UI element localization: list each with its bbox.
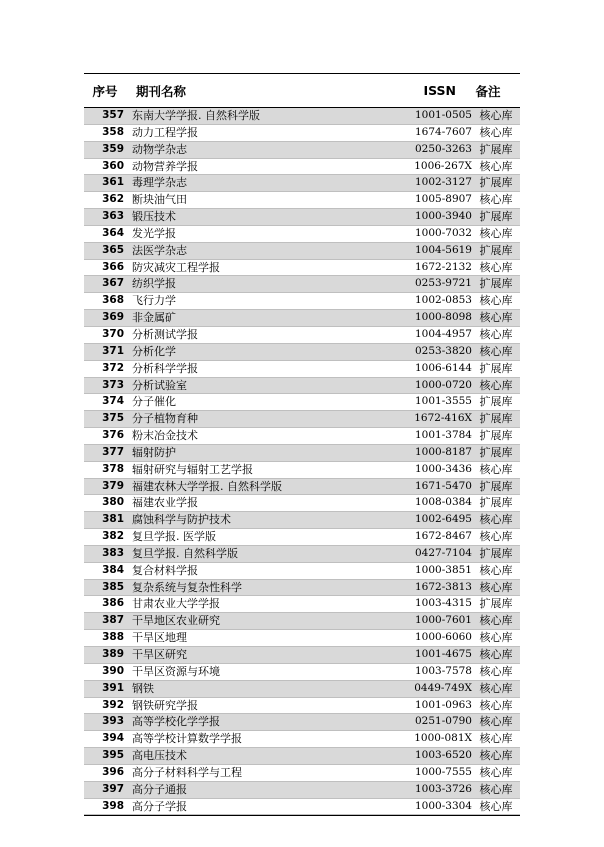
row-issn: 1001-3784: [415, 429, 472, 442]
table-row: [84, 411, 520, 428]
row-no: 368: [102, 294, 124, 307]
row-note: 扩展库: [479, 395, 513, 409]
row-name: 干旱地区农业研究: [132, 614, 220, 628]
table-row: [84, 192, 520, 209]
table-row: [84, 681, 520, 698]
row-no: 379: [102, 479, 124, 492]
row-issn: 1000-081X: [414, 732, 472, 745]
row-note: 扩展库: [479, 496, 513, 510]
row-no: 393: [102, 715, 124, 728]
row-name: 分析测试学报: [132, 327, 198, 341]
table-row: [84, 647, 520, 664]
bottom-rule: [84, 815, 520, 816]
row-issn: 0449-749X: [414, 681, 472, 694]
row-name: 福建农林大学学报. 自然科学版: [132, 479, 282, 493]
row-name: 分析科学学报: [132, 361, 198, 375]
row-note: 核心库: [479, 732, 513, 746]
row-name: 动物学杂志: [132, 142, 187, 156]
table-row: [84, 243, 520, 260]
row-no: 380: [102, 496, 124, 509]
header-name: 期刊名称: [136, 83, 187, 99]
row-note: 核心库: [479, 226, 513, 240]
row-no: 392: [102, 698, 124, 711]
row-name: 复合材料学报: [132, 563, 198, 577]
row-note: 核心库: [479, 344, 513, 358]
row-name: 分析试验室: [132, 378, 187, 392]
table-body: [84, 108, 520, 815]
table-row: [84, 479, 520, 496]
row-issn: 1006-6144: [415, 361, 472, 374]
table-row: [84, 226, 520, 243]
row-name: 动力工程学报: [132, 125, 198, 139]
table-row: [84, 142, 520, 159]
row-issn: 1000-3304: [415, 799, 472, 812]
row-issn: 0253-9721: [415, 277, 472, 290]
row-no: 363: [102, 210, 124, 223]
row-issn: 1672-3813: [415, 580, 472, 593]
row-no: 397: [102, 782, 124, 795]
row-name: 高等学校化学学报: [132, 715, 220, 729]
row-note: 扩展库: [479, 445, 513, 459]
table-row: [84, 529, 520, 546]
row-no: 365: [102, 243, 124, 256]
row-no: 374: [102, 395, 124, 408]
journal-table: [84, 73, 520, 816]
row-issn: 1003-3726: [415, 782, 472, 795]
row-note: 核心库: [479, 681, 513, 695]
row-issn: 0251-0790: [415, 715, 472, 728]
row-note: 核心库: [479, 749, 513, 763]
row-issn: 1000-0720: [415, 378, 472, 391]
row-name: 分子植物育种: [132, 412, 198, 426]
row-issn: 1000-3851: [415, 563, 472, 576]
table-row: [84, 748, 520, 765]
row-name: 甘肃农业大学学报: [132, 597, 220, 611]
table-row: [84, 428, 520, 445]
row-no: 369: [102, 311, 124, 324]
table-row: [84, 799, 520, 816]
row-note: 核心库: [479, 530, 513, 544]
row-issn: 1002-0853: [415, 294, 472, 307]
row-issn: 1671-5470: [415, 479, 472, 492]
table-row: [84, 209, 520, 226]
row-no: 381: [102, 513, 124, 526]
row-issn: 1001-4675: [415, 648, 472, 660]
row-note: 扩展库: [479, 176, 513, 190]
row-no: 398: [102, 799, 124, 812]
row-note: 核心库: [479, 648, 513, 661]
row-no: 377: [102, 445, 124, 458]
row-issn: 1001-0963: [415, 698, 472, 711]
row-note: 核心库: [479, 260, 513, 274]
row-issn: 1002-3127: [415, 176, 472, 189]
row-name: 防灾减灾工程学报: [132, 260, 220, 274]
row-issn: 1001-0505: [415, 109, 472, 121]
row-no: 376: [102, 429, 124, 442]
row-name: 干旱区地理: [132, 631, 187, 645]
row-name: 辐射防护: [132, 445, 176, 459]
row-name: 分析化学: [132, 344, 176, 358]
row-name: 发光学报: [132, 226, 176, 240]
row-note: 核心库: [479, 715, 513, 729]
row-name: 干旱区研究: [132, 648, 187, 661]
table-row: [84, 445, 520, 462]
table-row: [84, 327, 520, 344]
row-issn: 1005-8907: [415, 193, 472, 206]
row-name: 动物营养学报: [132, 159, 198, 173]
row-note: 核心库: [479, 782, 513, 796]
row-note: 扩展库: [479, 142, 513, 156]
row-no: 394: [102, 732, 124, 745]
row-no: 370: [102, 327, 124, 340]
row-name: 复旦学报. 医学版: [132, 530, 216, 544]
table-row: [84, 462, 520, 479]
row-issn: 1674-7607: [415, 125, 472, 138]
row-issn: 1000-8187: [415, 445, 472, 458]
row-note: 核心库: [479, 799, 513, 813]
row-no: 362: [102, 193, 124, 206]
row-issn: 1672-416X: [414, 412, 472, 425]
table-row: [84, 546, 520, 563]
row-note: 核心库: [479, 698, 513, 712]
row-note: 核心库: [479, 294, 513, 308]
row-no: 396: [102, 765, 124, 778]
row-no: 384: [102, 563, 124, 576]
row-note: 扩展库: [479, 412, 513, 426]
table-row: [84, 563, 520, 580]
table-row: [84, 159, 520, 176]
row-note: 核心库: [479, 193, 513, 207]
row-no: 378: [102, 462, 124, 475]
row-name: 福建农业学报: [132, 496, 198, 510]
table-row: [84, 108, 520, 125]
row-no: 388: [102, 631, 124, 644]
row-note: 扩展库: [479, 243, 513, 257]
row-issn: 1006-267X: [414, 159, 472, 172]
row-name: 断块油气田: [132, 193, 187, 207]
row-name: 毒理学杂志: [132, 176, 187, 190]
row-no: 359: [102, 142, 124, 155]
row-note: 核心库: [479, 563, 513, 577]
row-note: 核心库: [479, 311, 513, 325]
row-name: 纺织学报: [132, 277, 176, 291]
row-name: 钢铁研究学报: [132, 698, 198, 712]
row-no: 361: [102, 176, 124, 189]
table-row: [84, 731, 520, 748]
row-issn: 1000-7601: [415, 614, 472, 627]
header-issn: ISSN: [423, 83, 456, 98]
row-note: 核心库: [479, 631, 513, 645]
row-issn: 1672-8467: [415, 530, 472, 543]
row-name: 腐蚀科学与防护技术: [132, 513, 231, 527]
row-name: 高等学校计算数学学报: [132, 732, 242, 746]
row-issn: 1004-5619: [415, 243, 472, 256]
table-row: [84, 765, 520, 782]
table-row: [84, 698, 520, 715]
table-row: [84, 782, 520, 799]
row-issn: 1003-6520: [415, 749, 472, 762]
row-issn: 1000-6060: [415, 631, 472, 644]
row-name: 干旱区资源与环境: [132, 664, 220, 678]
row-name: 飞行力学: [132, 294, 176, 308]
row-no: 371: [102, 344, 124, 357]
row-no: 383: [102, 546, 124, 559]
row-note: 核心库: [479, 580, 513, 594]
row-issn: 0427-7104: [415, 546, 472, 559]
row-note: 核心库: [479, 513, 513, 527]
row-name: 复旦学报. 自然科学版: [132, 546, 238, 560]
row-issn: 1002-6495: [415, 513, 472, 526]
row-issn: 1000-7555: [415, 765, 472, 778]
row-issn: 1008-0384: [415, 496, 472, 509]
row-no: 357: [102, 109, 124, 121]
row-no: 395: [102, 749, 124, 762]
row-note: 核心库: [479, 462, 513, 476]
table-row: [84, 276, 520, 293]
header-no: 序号: [92, 83, 118, 99]
row-note: 扩展库: [479, 277, 513, 291]
table-row: [84, 630, 520, 647]
row-no: 364: [102, 226, 124, 239]
row-no: 373: [102, 378, 124, 391]
row-note: 核心库: [479, 109, 513, 122]
row-name: 高电压技术: [132, 749, 187, 763]
row-note: 核心库: [479, 664, 513, 678]
row-no: 358: [102, 125, 124, 138]
table-row: [84, 714, 520, 731]
row-note: 扩展库: [479, 546, 513, 560]
row-no: 360: [102, 159, 124, 172]
table-row: [84, 596, 520, 613]
row-no: 390: [102, 664, 124, 677]
row-note: 扩展库: [479, 429, 513, 443]
table-row: [84, 293, 520, 310]
row-issn: 0253-3820: [415, 344, 472, 357]
table-row: [84, 613, 520, 630]
row-note: 扩展库: [479, 597, 513, 611]
header-note: 备注: [475, 83, 501, 99]
table-row: [84, 361, 520, 378]
row-issn: 1000-3436: [415, 462, 472, 475]
row-name: 辐射研究与辐射工艺学报: [132, 462, 253, 476]
row-issn: 1000-3940: [415, 210, 472, 223]
row-no: 372: [102, 361, 124, 374]
table-row: [84, 580, 520, 597]
row-note: 核心库: [479, 614, 513, 628]
row-issn: 0250-3263: [415, 142, 472, 155]
row-note: 核心库: [479, 765, 513, 779]
row-issn: 1001-3555: [415, 395, 472, 408]
table-row: [84, 125, 520, 142]
table-row: [84, 310, 520, 327]
row-no: 367: [102, 277, 124, 290]
table-row: [84, 495, 520, 512]
table-row: [84, 378, 520, 395]
row-name: 分子催化: [132, 395, 176, 409]
row-note: 扩展库: [479, 479, 513, 493]
row-name: 钢铁: [132, 681, 154, 695]
row-note: 扩展库: [479, 361, 513, 375]
table-row: [84, 260, 520, 277]
row-no: 387: [102, 614, 124, 627]
row-name: 复杂系统与复杂性科学: [132, 580, 242, 594]
table-row: [84, 394, 520, 411]
row-no: 382: [102, 530, 124, 543]
row-issn: 1672-2132: [415, 260, 472, 273]
row-name: 非金属矿: [132, 311, 176, 325]
row-name: 锻压技术: [132, 210, 176, 224]
row-note: 核心库: [479, 327, 513, 341]
table-row: [84, 344, 520, 361]
row-no: 375: [102, 412, 124, 425]
row-name: 高分子材料科学与工程: [132, 765, 242, 779]
row-no: 386: [102, 597, 124, 610]
table-row: [84, 512, 520, 529]
row-note: 核心库: [479, 378, 513, 392]
row-issn: 1003-4315: [415, 597, 472, 610]
row-name: 高分子学报: [132, 799, 187, 813]
row-issn: 1000-8098: [415, 311, 472, 324]
row-no: 391: [102, 681, 124, 694]
row-note: 扩展库: [479, 210, 513, 224]
row-issn: 1000-7032: [415, 226, 472, 239]
row-name: 东南大学学报. 自然科学版: [132, 109, 260, 122]
table-header: [84, 74, 520, 108]
row-no: 366: [102, 260, 124, 273]
row-issn: 1003-7578: [415, 664, 472, 677]
row-no: 389: [102, 648, 124, 660]
table-row: [84, 175, 520, 192]
row-note: 核心库: [479, 125, 513, 139]
row-name: 高分子通报: [132, 782, 187, 796]
row-no: 385: [102, 580, 124, 593]
row-name: 法医学杂志: [132, 243, 187, 257]
row-note: 核心库: [479, 159, 513, 173]
table-row: [84, 664, 520, 681]
row-name: 粉末冶金技术: [132, 429, 198, 443]
row-issn: 1004-4957: [415, 327, 472, 340]
